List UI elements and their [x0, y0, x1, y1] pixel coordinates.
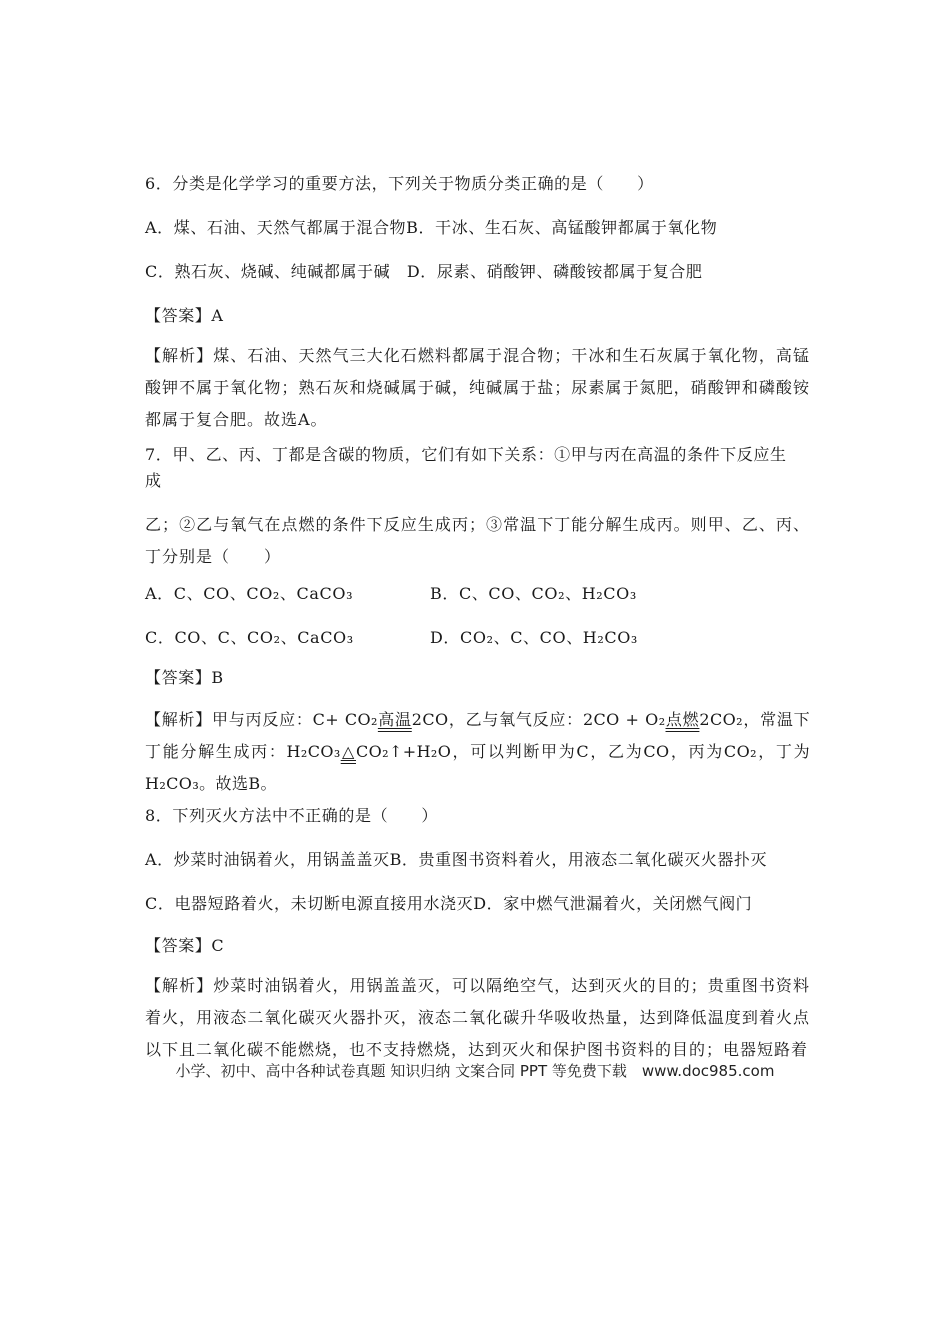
- reaction-condition-heat: △: [340, 742, 356, 761]
- option-b: B．干冰、生石灰、高锰酸钾都属于氧化物: [406, 218, 718, 237]
- question-7-options-cd: [145, 628, 810, 648]
- option-a: A．炒菜时油锅着火，用锅盖盖灭: [145, 850, 390, 869]
- question-6-options-ab: [145, 218, 810, 238]
- question-6-answer: 【答案】A: [145, 306, 224, 325]
- reaction-condition-ignite: 点燃: [665, 710, 700, 729]
- question-8-analysis: 【解析】炒菜时油锅着火，用锅盖盖灭，可以隔绝空气，达到灭火的目的；贵重图书资料着火，用液态二氧化碳灭火器扑灭，液态二氧化碳升华吸收热量，达到降低温度到着火点以下且二氧化碳不能燃烧，也不支持燃烧，达到灭火和保护图书资料的目的；电器短路着: [145, 976, 810, 1059]
- question-7-answer: 【答案】B: [145, 668, 224, 687]
- option-c: C．电器短路着火，未切断电源直接用水浇灭: [145, 894, 474, 913]
- option-c: C．CO、C、CO₂、CaCO₃: [145, 628, 354, 647]
- question-8-options-ab: [145, 850, 810, 870]
- option-d: D．家中燃气泄漏着火，关闭燃气阀门: [473, 894, 753, 913]
- page-footer: 小学、初中、高中各种试卷真题 知识归纳 文案合同 PPT 等免费下载 www.doc985.com: [175, 1062, 775, 1080]
- option-b: B．贵重图书资料着火，用液态二氧化碳灭火器扑灭: [389, 850, 768, 869]
- option-d: D．尿素、硝酸钾、磷酸铵都属于复合肥: [406, 262, 703, 281]
- option-c: C．熟石灰、烧碱、纯碱都属于碱: [145, 262, 391, 281]
- question-8-options-cd: [145, 894, 810, 914]
- question-7-analysis: 【解析】甲与丙反应：C+ CO₂高温2CO，乙与氧气反应：2CO + O₂点燃2CO₂，常温下丁能分解生成丙：H₂CO₃△CO₂↑+H₂O，可以判断甲为C，乙为CO，丙为CO₂，丁为H₂CO₃。故选B。: [145, 710, 810, 793]
- reaction-condition-high-temp: 高温: [377, 710, 412, 729]
- question-7-stem-line1b: 成: [145, 471, 162, 490]
- question-6-stem: 6．分类是化学学习的重要方法，下列关于物质分类正确的是（ ）: [145, 174, 654, 193]
- question-6-options-cd: [145, 262, 810, 282]
- question-8-stem: 8．下列灭火方法中不正确的是（ ）: [145, 806, 438, 825]
- question-7-stem-line2: 乙；②乙与氧气在点燃的条件下反应生成丙；③常温下丁能分解生成丙。则甲、乙、丙、丁分别是（ ）: [145, 515, 810, 566]
- question-6-analysis: 【解析】煤、石油、天然气三大化石燃料都属于混合物；干冰和生石灰属于氧化物，高锰酸钾不属于氧化物；熟石灰和烧碱属于碱，纯碱属于盐；尿素属于氮肥，硝酸钾和磷酸铵都属于复合肥。故选A。: [145, 346, 810, 429]
- option-a: A．煤、石油、天然气都属于混合物: [145, 218, 407, 237]
- question-7-options-ab: [145, 584, 810, 604]
- question-8-answer: 【答案】C: [145, 936, 225, 955]
- option-a: A．C、CO、CO₂、CaCO₃: [145, 584, 354, 603]
- option-d: D．CO₂、C、CO、H₂CO₃: [430, 628, 638, 647]
- question-7-stem-line1: 7．甲、乙、丙、丁都是含碳的物质，它们有如下关系：①甲与丙在高温的条件下反应生: [145, 445, 787, 464]
- option-b: B．C、CO、CO₂、H₂CO₃: [430, 584, 637, 603]
